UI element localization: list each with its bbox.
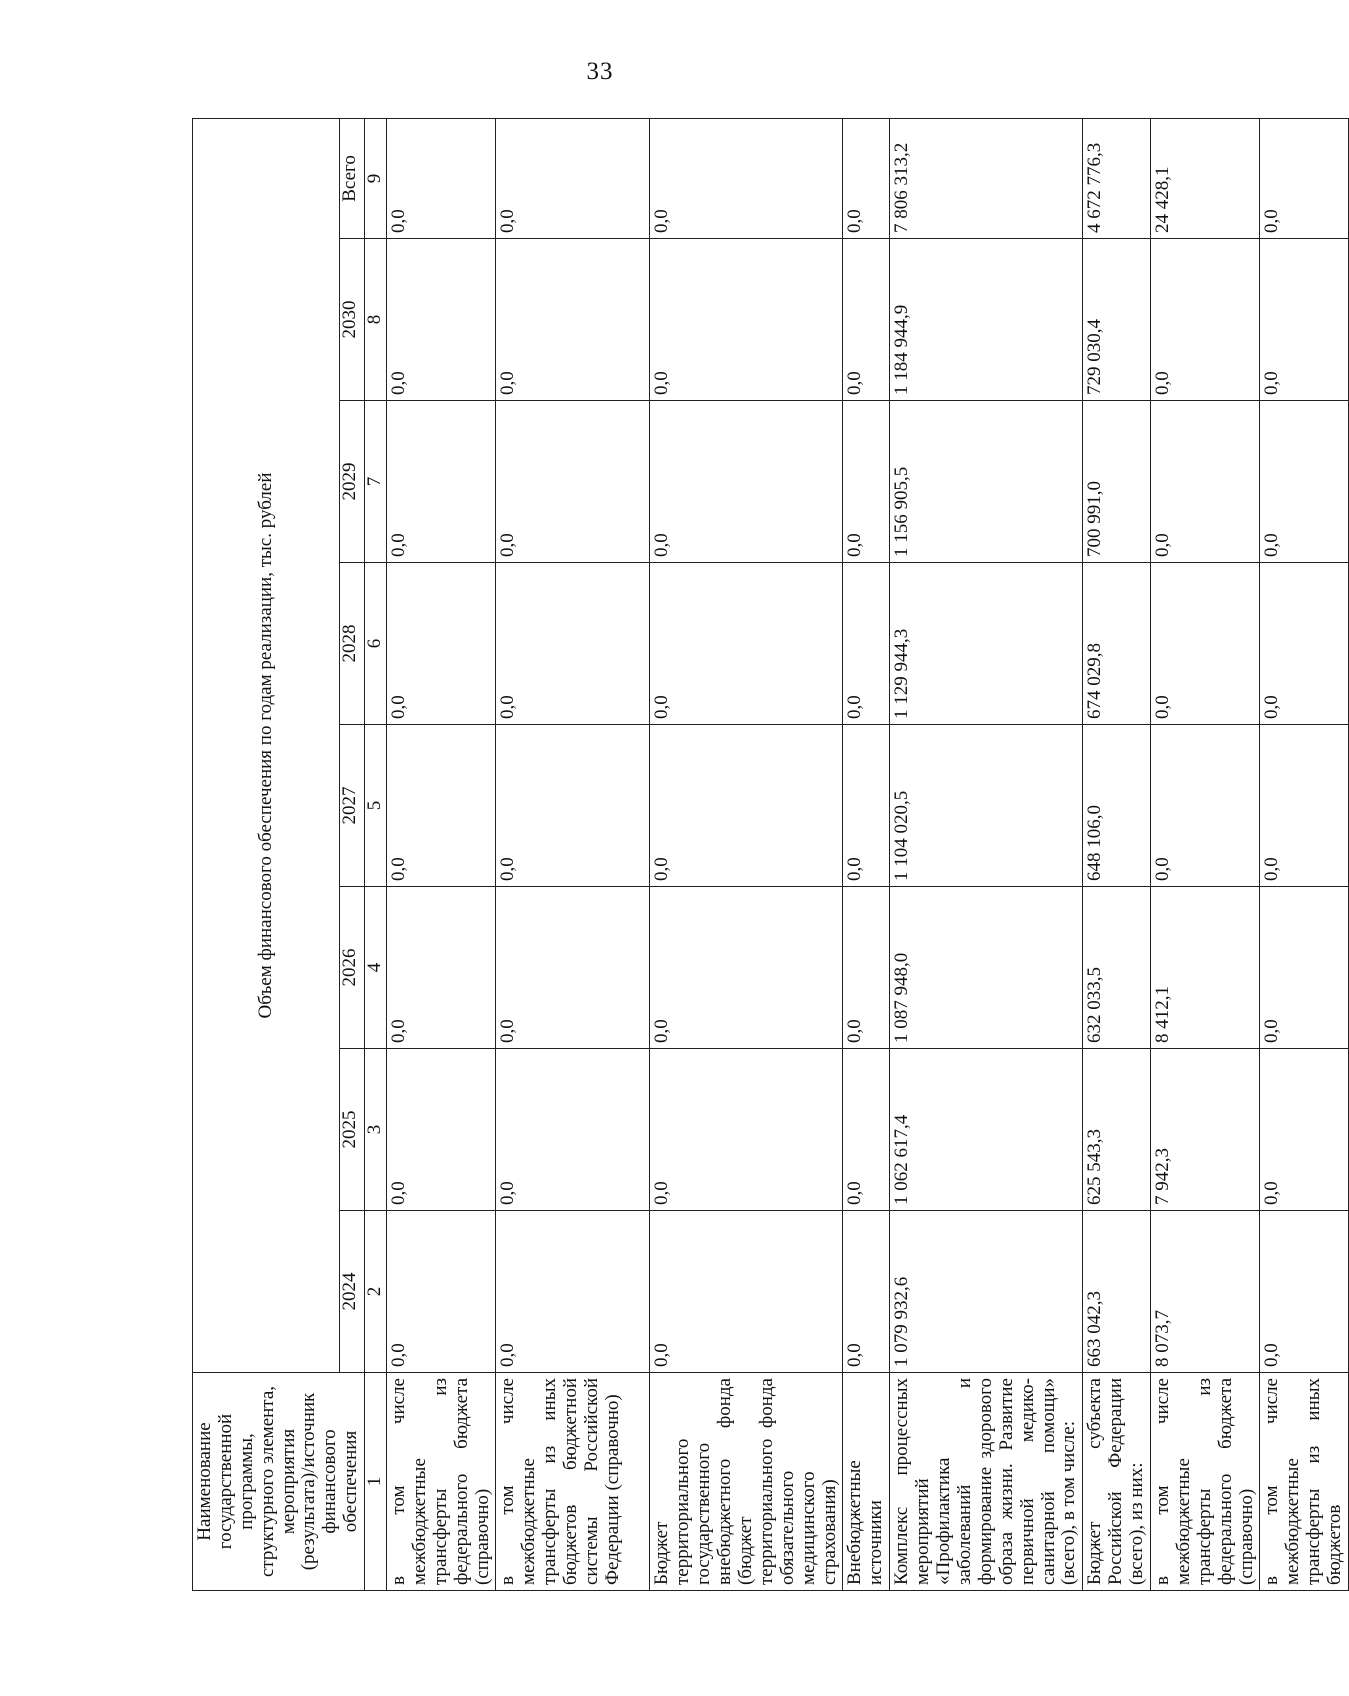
column-index: 6 (365, 563, 387, 725)
header-year-2029: 2029 (340, 401, 365, 563)
header-year-2026: 2026 (340, 887, 365, 1049)
table-row (650, 118, 843, 1590)
financing-table (192, 118, 1349, 1591)
cell-value: 0,0 (650, 1211, 843, 1373)
cell-value: 0,0 (496, 887, 650, 1049)
cell-value: 24 428,1 (1150, 118, 1259, 238)
cell-value: 0,0 (843, 563, 890, 725)
cell-value: 0,0 (1260, 401, 1349, 563)
cell-value: 0,0 (843, 1211, 890, 1373)
cell-value: 0,0 (496, 118, 650, 238)
cell-value: 0,0 (496, 1211, 650, 1373)
cell-value: 0,0 (843, 887, 890, 1049)
table-row (496, 118, 650, 1590)
column-index: 3 (365, 1049, 387, 1211)
header-name: Наименование государственной программы, структурного элемента, мероприятия (результата)/источник финансового обеспечения (193, 1373, 365, 1591)
table-row (1083, 118, 1151, 1590)
cell-value: 0,0 (1260, 239, 1349, 401)
cell-value: 0,0 (1150, 401, 1259, 563)
cell-value: 0,0 (1260, 887, 1349, 1049)
column-index: 8 (365, 239, 387, 401)
cell-value: 0,0 (650, 725, 843, 887)
cell-value: 648 106,0 (1083, 725, 1151, 887)
row-name: Комплекс процессных мероприятий «Профилактика заболеваний и формирование здорового образа жизни. Развитие первичной медико-санитарной помощи» (всего), в том числе: (890, 1373, 1083, 1591)
cell-value: 1 079 932,6 (890, 1211, 1083, 1373)
column-index: 2 (365, 1211, 387, 1373)
column-index: 9 (365, 118, 387, 238)
cell-value: 0,0 (1260, 1211, 1349, 1373)
header-year-2025: 2025 (340, 1049, 365, 1211)
column-index: 4 (365, 887, 387, 1049)
cell-value: 0,0 (496, 401, 650, 563)
row-name: в том числе межбюджетные трансферты из федерального бюджета (справочно) (1150, 1373, 1259, 1591)
header-year-2028: 2028 (340, 563, 365, 725)
row-name: Бюджет территориального государственного внебюджетного фонда (бюджет территориального фонда обязательного медицинского страхования) (650, 1373, 843, 1591)
cell-value: 1 104 020,5 (890, 725, 1083, 887)
cell-value: 0,0 (1260, 563, 1349, 725)
cell-value: 625 543,3 (1083, 1049, 1151, 1211)
cell-value: 0,0 (650, 1049, 843, 1211)
cell-value: 1 087 948,0 (890, 887, 1083, 1049)
cell-value: 0,0 (387, 1049, 496, 1211)
cell-value: 0,0 (650, 118, 843, 238)
cell-value: 0,0 (1260, 118, 1349, 238)
cell-value: 0,0 (843, 118, 890, 238)
cell-value: 674 029,8 (1083, 563, 1151, 725)
cell-value: 0,0 (1260, 725, 1349, 887)
cell-value: 0,0 (1150, 563, 1259, 725)
table-row (890, 118, 1083, 1590)
cell-value: 1 062 617,4 (890, 1049, 1083, 1211)
cell-value: 0,0 (650, 563, 843, 725)
cell-value: 1 184 944,9 (890, 239, 1083, 401)
cell-value: 729 030,4 (1083, 239, 1151, 401)
cell-value: 700 991,0 (1083, 401, 1151, 563)
cell-value: 0,0 (387, 563, 496, 725)
cell-value: 7 806 313,2 (890, 118, 1083, 238)
page-number: 33 (586, 58, 614, 85)
cell-value: 0,0 (650, 239, 843, 401)
cell-value: 8 073,7 (1150, 1211, 1259, 1373)
rotated-table-frame (192, 119, 1346, 1591)
column-index: 5 (365, 725, 387, 887)
cell-value: 0,0 (496, 239, 650, 401)
cell-value: 0,0 (496, 725, 650, 887)
cell-value: 0,0 (387, 118, 496, 238)
cell-value: 0,0 (387, 239, 496, 401)
header-funding-volume: Объем финансового обеспечения по годам реализации, тыс. рублей (193, 118, 340, 1372)
row-name: в том числе межбюджетные трансферты из федерального бюджета (справочно) (387, 1373, 496, 1591)
row-name: Внебюджетные источники (843, 1373, 890, 1591)
column-index: 7 (365, 401, 387, 563)
cell-value: 0,0 (387, 725, 496, 887)
cell-value: 0,0 (650, 887, 843, 1049)
row-name: в том числе межбюджетные трансферты из иных бюджетов (1260, 1373, 1349, 1591)
cell-value: 0,0 (1260, 1049, 1349, 1211)
cell-value: 632 033,5 (1083, 887, 1151, 1049)
header-total: Всего (340, 118, 365, 238)
row-name: в том числе межбюджетные трансферты из иных бюджетов бюджетной системы Российской Федерации (справочно) (496, 1373, 650, 1591)
cell-value: 1 129 944,3 (890, 563, 1083, 725)
table-row (387, 118, 496, 1590)
cell-value: 0,0 (387, 401, 496, 563)
cell-value: 0,0 (1150, 239, 1259, 401)
cell-value: 0,0 (496, 563, 650, 725)
cell-value: 0,0 (843, 401, 890, 563)
cell-value: 4 672 776,3 (1083, 118, 1151, 238)
cell-value: 1 156 905,5 (890, 401, 1083, 563)
table-container (192, 119, 1346, 1591)
table-row (1150, 118, 1259, 1590)
table-row (843, 118, 890, 1590)
row-name: Бюджет субъекта Российской Федерации (всего), из них: (1083, 1373, 1151, 1591)
cell-value: 0,0 (496, 1049, 650, 1211)
header-year-2030: 2030 (340, 239, 365, 401)
cell-value: 7 942,3 (1150, 1049, 1259, 1211)
header-year-2024: 2024 (340, 1211, 365, 1373)
table-row (1260, 118, 1349, 1590)
cell-value: 663 042,3 (1083, 1211, 1151, 1373)
header-year-2027: 2027 (340, 725, 365, 887)
cell-value: 0,0 (387, 1211, 496, 1373)
cell-value: 0,0 (843, 239, 890, 401)
cell-value: 8 412,1 (1150, 887, 1259, 1049)
cell-value: 0,0 (650, 401, 843, 563)
cell-value: 0,0 (843, 1049, 890, 1211)
cell-value: 0,0 (843, 725, 890, 887)
column-index: 1 (365, 1373, 387, 1591)
cell-value: 0,0 (1150, 725, 1259, 887)
cell-value: 0,0 (387, 887, 496, 1049)
